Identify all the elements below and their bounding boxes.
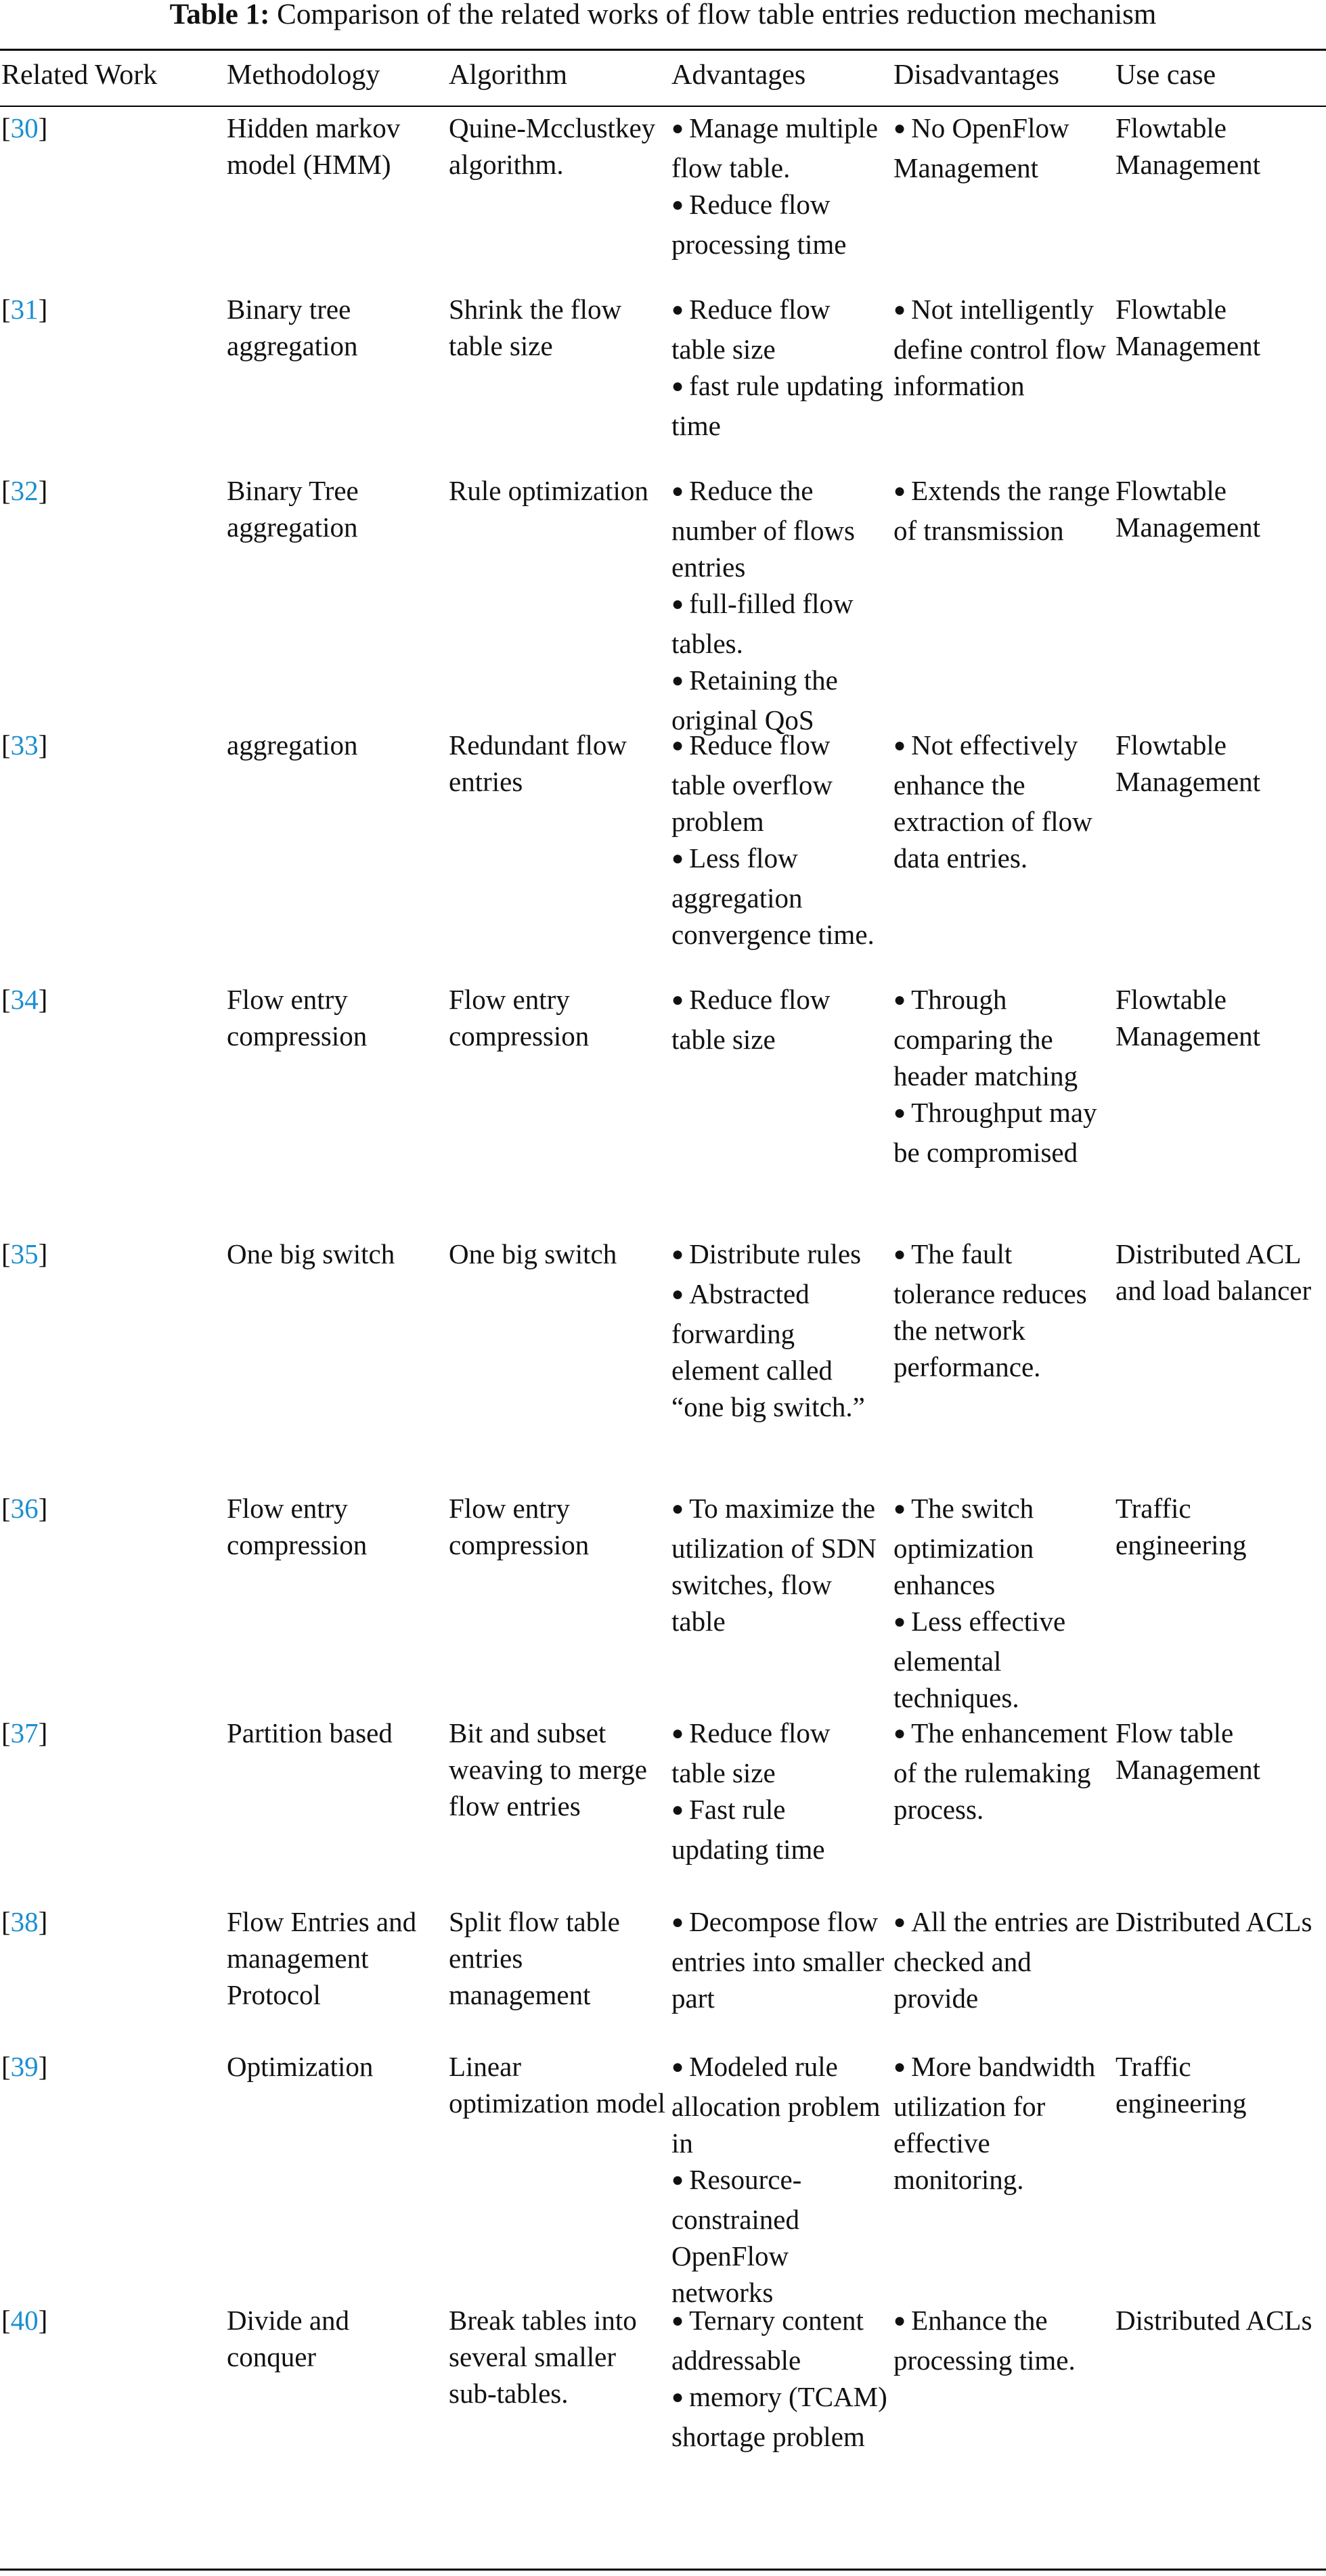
citation-link[interactable]: 37 [10, 1717, 39, 1748]
cell-advantages [671, 1236, 889, 1425]
bullet-text: Distribute rules [689, 1238, 862, 1269]
bullet-text: Manage multiple flow table. [671, 112, 879, 183]
cell-algorithm: Split flow table entries management [449, 1906, 620, 2010]
bullet-item [893, 110, 1111, 186]
cell-methodology: aggregation [227, 729, 358, 761]
cell-disadvantages [893, 2048, 1111, 2198]
bullet-item [671, 291, 889, 367]
cell-advantages [671, 1490, 889, 1640]
bullet-text: memory (TCAM) shortage problem [671, 2381, 887, 2452]
cell-methodology: Hidden markov model (HMM) [227, 112, 401, 180]
citation-link[interactable]: 35 [10, 1238, 39, 1269]
bullet-item [671, 981, 889, 1058]
table-header-rule [0, 106, 1326, 107]
cell-use-case: Traffic engineering [1115, 2051, 1247, 2119]
cell-methodology: One big switch [227, 1238, 395, 1269]
bullet-text: Reduce the number of flows entries [671, 475, 856, 583]
bullet-icon: ● [893, 1911, 906, 1933]
bullet-text: Reduce flow table size [671, 294, 831, 365]
cell-related-work: [38] [1, 1906, 48, 1937]
bullet-icon: ● [893, 1722, 906, 1744]
bullet-icon: ● [671, 2056, 684, 2078]
bullet-icon: ● [671, 669, 684, 692]
bullet-text: Extends the range of transmission [893, 475, 1110, 546]
bullet-item [893, 472, 1111, 549]
bullet-icon: ● [671, 2386, 684, 2408]
cell-related-work: [34] [1, 984, 48, 1015]
table-caption-label: Table 1: [169, 0, 270, 30]
bullet-text: No OpenFlow Management [893, 112, 1069, 183]
bullet-icon: ● [893, 989, 906, 1011]
header-advantages: Advantages [671, 60, 806, 91]
cell-related-work: [30] [1, 112, 48, 143]
bullet-text: Not effectively enhance the extraction of flow data entries. [893, 729, 1092, 874]
header-disadvantages: Disadvantages [893, 60, 1059, 91]
citation-link[interactable]: 31 [10, 294, 39, 325]
bullet-item [671, 2378, 889, 2455]
cell-use-case: Flowtable Management [1115, 729, 1261, 797]
bullet-icon: ● [671, 1283, 684, 1305]
cell-algorithm: Flow entry compression [449, 1493, 590, 1560]
cell-algorithm: Shrink the flow table size [449, 294, 622, 361]
bullet-item [671, 2161, 889, 2311]
bullet-icon: ● [893, 734, 906, 756]
bullet-text: fast rule updating time [671, 370, 884, 441]
cell-advantages [671, 981, 889, 1058]
cell-methodology: Optimization [227, 2051, 374, 2082]
cell-algorithm: Redundant flow entries [449, 729, 627, 797]
bullet-icon: ● [671, 2309, 684, 2332]
bullet-text: Enhance the processing time. [893, 2305, 1076, 2376]
cell-use-case: Flowtable Management [1115, 475, 1261, 543]
cell-related-work: [37] [1, 1717, 48, 1748]
bullet-text: Fast rule updating time [671, 1794, 825, 1865]
cell-disadvantages [893, 2302, 1111, 2378]
bullet-item [671, 1715, 889, 1791]
cell-algorithm: Rule optimization [449, 475, 648, 506]
table-header-row [0, 54, 1326, 101]
cell-methodology: Divide and conquer [227, 2305, 350, 2372]
citation-link[interactable]: 34 [10, 984, 39, 1015]
cell-use-case: Distributed ACLs [1115, 1906, 1312, 1937]
bullet-icon: ● [893, 1102, 906, 1124]
bullet-item [893, 1603, 1111, 1716]
bullet-item [893, 1490, 1111, 1603]
bullet-item [671, 186, 889, 263]
table-caption-text: Comparison of the related works of flow table entries reduction mechanism [277, 0, 1157, 30]
cell-algorithm: One big switch [449, 1238, 617, 1269]
bullet-text: Throughput may be compromised [893, 1097, 1097, 1168]
cell-disadvantages [893, 291, 1111, 404]
bullet-item [671, 2048, 889, 2161]
bullet-text: Reduce flow table overflow problem [671, 729, 833, 837]
cell-disadvantages [893, 981, 1111, 1171]
bullet-item [671, 727, 889, 840]
bullet-item [671, 2302, 889, 2378]
bullet-item [671, 1236, 889, 1275]
bullet-icon: ● [671, 1497, 684, 1520]
cell-advantages [671, 1903, 889, 2016]
bullet-icon: ● [893, 1243, 906, 1265]
cell-advantages [671, 727, 889, 953]
citation-link[interactable]: 32 [10, 475, 39, 506]
cell-algorithm: Linear optimization model [449, 2051, 665, 2119]
bullet-icon: ● [893, 117, 906, 139]
cell-use-case: Flowtable Management [1115, 984, 1261, 1052]
cell-methodology: Partition based [227, 1717, 393, 1748]
cell-use-case: Distributed ACL and load balancer [1115, 1238, 1312, 1306]
bullet-item [671, 1275, 889, 1425]
bullet-item [893, 727, 1111, 876]
bullet-icon: ● [893, 1610, 906, 1633]
bullet-icon: ● [671, 194, 684, 216]
bullet-icon: ● [671, 1799, 684, 1821]
cell-related-work: [33] [1, 729, 48, 761]
bullet-icon: ● [671, 375, 684, 397]
cell-disadvantages [893, 1715, 1111, 1828]
bullet-text: To maximize the utilization of SDN switches, flow table [671, 1493, 877, 1637]
bullet-item [893, 1236, 1111, 1385]
cell-advantages [671, 110, 889, 263]
bullet-icon: ● [671, 298, 684, 321]
cell-disadvantages [893, 1903, 1111, 2016]
cell-disadvantages [893, 727, 1111, 876]
citation-link[interactable]: 38 [10, 1906, 39, 1937]
bullet-icon: ● [893, 298, 906, 321]
bullet-item [671, 1490, 889, 1640]
bullet-item [671, 472, 889, 585]
cell-use-case: Distributed ACLs [1115, 2305, 1312, 2336]
bullet-text: Abstracted forwarding element called “one big switch.” [671, 1278, 865, 1422]
bullet-text: Not intelligently define control flow information [893, 294, 1107, 401]
bullet-item [893, 2048, 1111, 2198]
bullet-item [893, 1903, 1111, 2016]
cell-algorithm: Flow entry compression [449, 984, 590, 1052]
cell-use-case: Flowtable Management [1115, 112, 1261, 180]
bullet-icon: ● [671, 847, 684, 869]
bullet-icon: ● [893, 480, 906, 502]
cell-advantages [671, 291, 889, 444]
header-methodology: Methodology [227, 60, 380, 91]
bullet-item [671, 585, 889, 662]
bullet-text: All the entries are checked and provide [893, 1906, 1109, 2014]
bullet-icon: ● [671, 1722, 684, 1744]
bullet-text: full-filled flow tables. [671, 588, 854, 659]
cell-methodology: Binary tree aggregation [227, 294, 358, 361]
cell-use-case: Traffic engineering [1115, 1493, 1247, 1560]
citation-link[interactable]: 40 [10, 2305, 39, 2336]
cell-related-work: [31] [1, 294, 48, 325]
cell-advantages [671, 2048, 889, 2311]
bullet-text: Modeled rule allocation problem in [671, 2051, 881, 2159]
cell-methodology: Flow entry compression [227, 984, 368, 1052]
cell-methodology: Binary Tree aggregation [227, 475, 359, 543]
cell-related-work: [32] [1, 475, 48, 506]
header-use-case: Use case [1115, 60, 1216, 91]
bullet-text: Retaining the original QoS [671, 664, 838, 736]
bullet-item [893, 1094, 1111, 1171]
bullet-item [893, 981, 1111, 1094]
bullet-icon: ● [671, 734, 684, 756]
cell-related-work: [35] [1, 1238, 48, 1269]
cell-algorithm: Bit and subset weaving to merge flow entries [449, 1717, 647, 1822]
bullet-item [893, 291, 1111, 404]
cell-algorithm: Quine-Mcclustkey algorithm. [449, 112, 656, 180]
cell-use-case: Flowtable Management [1115, 294, 1261, 361]
table-bottom-rule [0, 2569, 1326, 2571]
citation-link[interactable]: 30 [10, 112, 39, 143]
bullet-item [671, 367, 889, 444]
bullet-text: Reduce flow table size [671, 1717, 831, 1788]
bullet-icon: ● [893, 2056, 906, 2078]
cell-advantages [671, 2302, 889, 2455]
cell-advantages [671, 1715, 889, 1868]
cell-disadvantages [893, 110, 1111, 186]
bullet-item [671, 1903, 889, 2016]
bullet-item [671, 840, 889, 953]
bullet-text: Resource-constrained OpenFlow networks [671, 2164, 802, 2308]
bullet-icon: ● [671, 117, 684, 139]
bullet-icon: ● [671, 989, 684, 1011]
bullet-item [893, 1715, 1111, 1828]
bullet-text: The switch optimization enhances [893, 1493, 1034, 1600]
bullet-text: More bandwidth utilization for effective monitoring. [893, 2051, 1096, 2195]
bullet-text: The enhancement of the rulemaking process. [893, 1717, 1108, 1825]
bullet-text: Reduce flow table size [671, 984, 831, 1055]
bullet-icon: ● [671, 1243, 684, 1265]
table-caption [0, 0, 1326, 46]
cell-related-work: [36] [1, 1493, 48, 1524]
bullet-icon: ● [671, 1911, 684, 1933]
cell-disadvantages [893, 1236, 1111, 1385]
cell-methodology: Flow entry compression [227, 1493, 368, 1560]
bullet-icon: ● [893, 1497, 906, 1520]
bullet-icon: ● [671, 2169, 684, 2191]
bullet-icon: ● [671, 593, 684, 615]
bullet-text: Through comparing the header matching [893, 984, 1078, 1091]
bullet-text: Ternary content addressable [671, 2305, 864, 2376]
bullet-item [671, 1791, 889, 1868]
bullet-text: Less effective elemental techniques. [893, 1606, 1066, 1713]
header-related-work: Related Work [1, 60, 158, 91]
bullet-text: Decompose flow entries into smaller part [671, 1906, 885, 2014]
bullet-text: Reduce flow processing time [671, 189, 847, 260]
bullet-icon: ● [893, 2309, 906, 2332]
cell-algorithm: Break tables into several smaller sub-tables. [449, 2305, 637, 2409]
bullet-icon: ● [671, 480, 684, 502]
cell-advantages [671, 472, 889, 738]
citation-link[interactable]: 39 [10, 2051, 39, 2082]
cell-disadvantages [893, 472, 1111, 549]
bullet-text: The fault tolerance reduces the network performance. [893, 1238, 1087, 1382]
cell-related-work: [40] [1, 2305, 48, 2336]
cell-disadvantages [893, 1490, 1111, 1716]
cell-related-work: [39] [1, 2051, 48, 2082]
header-algorithm: Algorithm [449, 60, 567, 91]
bullet-text: Less flow aggregation convergence time. [671, 842, 875, 950]
bullet-item [671, 110, 889, 186]
citation-link[interactable]: 36 [10, 1493, 39, 1524]
table-top-rule [0, 49, 1326, 51]
bullet-item [893, 2302, 1111, 2378]
citation-link[interactable]: 33 [10, 729, 39, 761]
cell-use-case: Flow table Management [1115, 1717, 1261, 1785]
cell-methodology: Flow Entries and management Protocol [227, 1906, 417, 2010]
